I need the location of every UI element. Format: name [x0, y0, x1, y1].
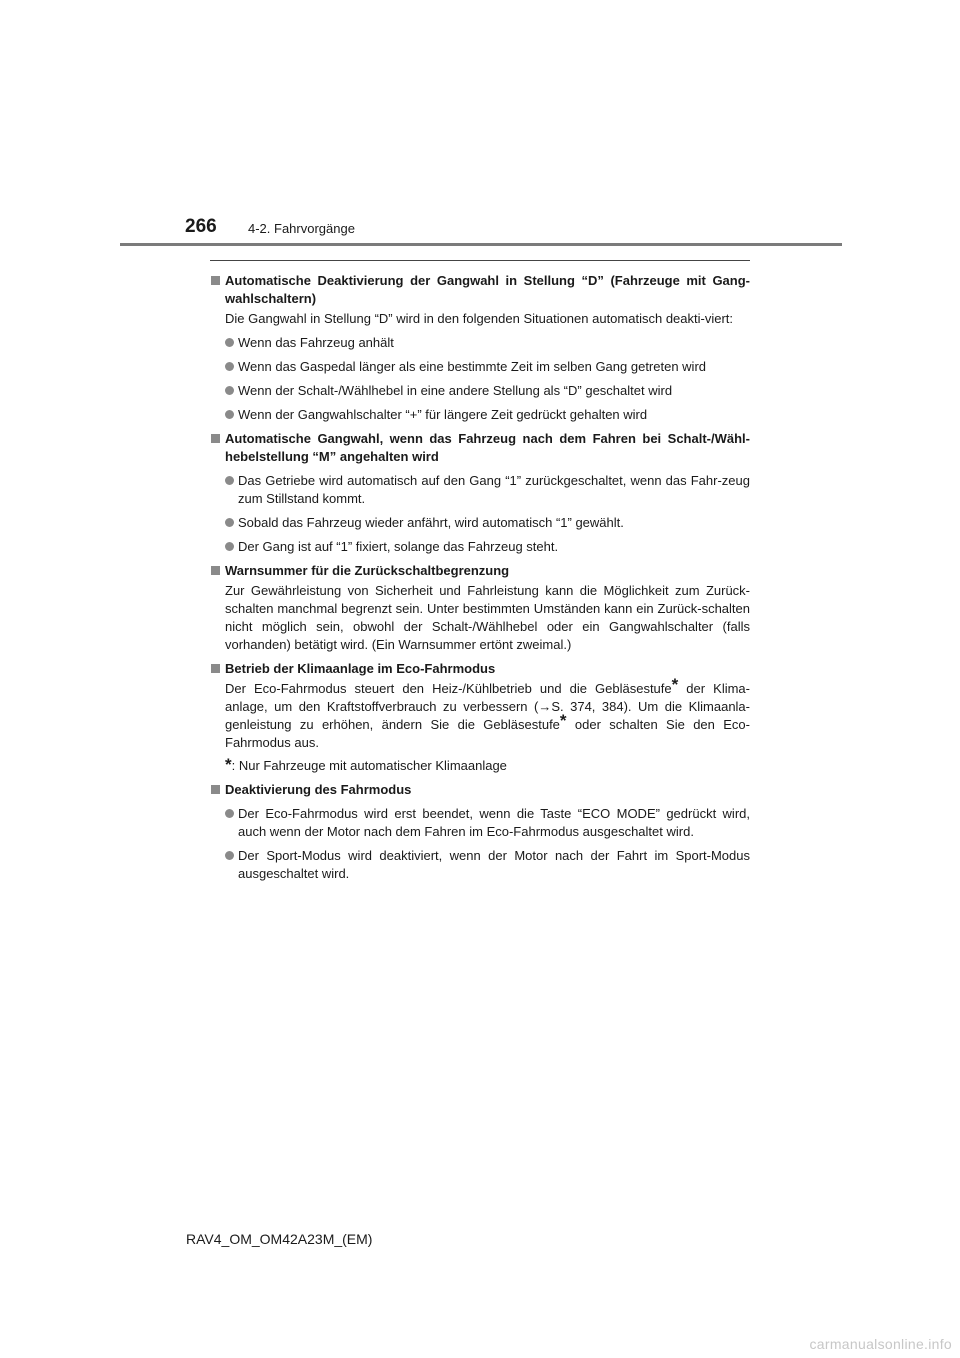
round-bullet-icon — [225, 476, 234, 485]
document-code: RAV4_OM_OM42A23M_(EM) — [186, 1231, 373, 1247]
list-item — [210, 538, 750, 556]
footnote-star: * — [225, 755, 232, 774]
footnote-star: * — [559, 711, 567, 730]
section-label: 4-2. Fahrvorgänge — [248, 221, 355, 236]
round-bullet-icon — [225, 362, 234, 371]
list-item-text: Der Sport-Modus wird deaktiviert, wenn der Motor nach der Fahrt im Sport-Modus ausgeschaltet wird. — [238, 848, 750, 881]
round-bullet-icon — [225, 542, 234, 551]
round-bullet-icon — [225, 518, 234, 527]
round-bullet-icon — [225, 386, 234, 395]
list-item — [210, 847, 750, 883]
square-bullet-icon — [211, 785, 220, 794]
section-title: Automatische Gangwahl, wenn das Fahrzeug nach dem Fahren bei Schalt-/Wähl-hebelstellung “M” angehalten wird — [225, 431, 750, 464]
header-rule — [120, 243, 842, 246]
list-item — [210, 406, 750, 424]
round-bullet-icon — [225, 410, 234, 419]
square-bullet-icon — [211, 434, 220, 443]
body-text: Der Eco-Fahrmodus steuert den Heiz-/Kühlbetrieb und die Gebläsestufe — [225, 681, 672, 696]
list-item — [210, 334, 750, 352]
body-text: der Klima-anlage, um den Kraftstoffverbrauch zu verbessern ( — [225, 681, 750, 714]
list-item-text: Das Getriebe wird automatisch auf den Gang “1” zurückgeschaltet, wenn das Fahr-zeug zum Stillstand kommt. — [238, 473, 750, 506]
footnote-text: : Nur Fahrzeuge mit automatischer Klimaanlage — [231, 758, 507, 773]
section-heading-driving-mode-deactivation — [210, 781, 750, 799]
top-rule — [210, 260, 750, 261]
page-number: 266 — [185, 216, 217, 237]
section-title: Warnsummer für die Zurückschaltbegrenzung — [225, 563, 510, 578]
section-title: Betrieb der Klimaanlage im Eco-Fahrmodus — [225, 661, 496, 676]
list-item — [210, 472, 750, 508]
list-item-text: Wenn das Fahrzeug anhält — [238, 335, 394, 350]
content — [210, 260, 750, 883]
round-bullet-icon — [225, 851, 234, 860]
square-bullet-icon — [211, 664, 220, 673]
footnote-star: * — [671, 675, 679, 694]
body-text: oder schalten Sie den Eco-Fahrmodus aus. — [225, 717, 750, 750]
section-intro: Die Gangwahl in Stellung “D” wird in den folgenden Situationen automatisch deakti-viert: — [225, 311, 734, 326]
list-item-text: Der Eco-Fahrmodus wird erst beendet, wenn die Taste “ECO MODE” gedrückt wird, auch wenn der Motor nach dem Fahren im Eco-Fahrmodus ausgeschaltet wird. — [238, 806, 750, 839]
section-body: Zur Gewährleistung von Sicherheit und Fahrleistung kann die Möglichkeit zum Zurück-schalten manchmal begrenzt sein. Unter bestimmten Umständen kann ein Zurück-schalten nicht möglich sein, obwohl der Schalt-/Wählhebel oder ein Gangwahlschalter (falls vorhanden) betätigt wird. (Ein Warnsummer ertönt zweimal.) — [225, 583, 750, 652]
list-item — [210, 382, 750, 400]
list-item — [210, 514, 750, 532]
list-item-text: Wenn der Schalt-/Wählhebel in eine andere Stellung als “D” geschaltet wird — [238, 383, 673, 398]
footnote — [210, 757, 750, 775]
round-bullet-icon — [225, 809, 234, 818]
section-heading-auto-gear-selection — [210, 430, 750, 466]
section-title: Automatische Deaktivierung der Gangwahl in Stellung “D” (Fahrzeuge mit Gang-wahlschaltern) — [225, 273, 750, 306]
list-item-text: Sobald das Fahrzeug wieder anfährt, wird automatisch “1” gewählt. — [238, 515, 624, 530]
list-item — [210, 358, 750, 376]
list-item — [210, 805, 750, 841]
list-item-text: Der Gang ist auf “1” fixiert, solange das Fahrzeug steht. — [238, 539, 559, 554]
section-heading-eco-air-conditioning — [210, 660, 750, 678]
section-title: Deaktivierung des Fahrmodus — [225, 782, 412, 797]
section-body — [210, 675, 750, 752]
section-heading-gear-deactivation — [210, 272, 750, 308]
list-item-text: Wenn der Gangwahlschalter “+” für längere Zeit gedrückt gehalten wird — [238, 407, 648, 422]
round-bullet-icon — [225, 338, 234, 347]
page-reference: S. 374, 384). Um die Klimaanla-genleistung zu erhöhen, ändern Sie die Gebläsestufe — [225, 699, 750, 732]
section-heading-downshift-buzzer — [210, 562, 750, 580]
watermark: carmanualsonline.info — [809, 1336, 952, 1352]
reference-arrow-icon: → — [538, 699, 552, 714]
square-bullet-icon — [211, 566, 220, 575]
square-bullet-icon — [211, 276, 220, 285]
list-item-text: Wenn das Gaspedal länger als eine bestimmte Zeit im selben Gang getreten wird — [238, 359, 707, 374]
